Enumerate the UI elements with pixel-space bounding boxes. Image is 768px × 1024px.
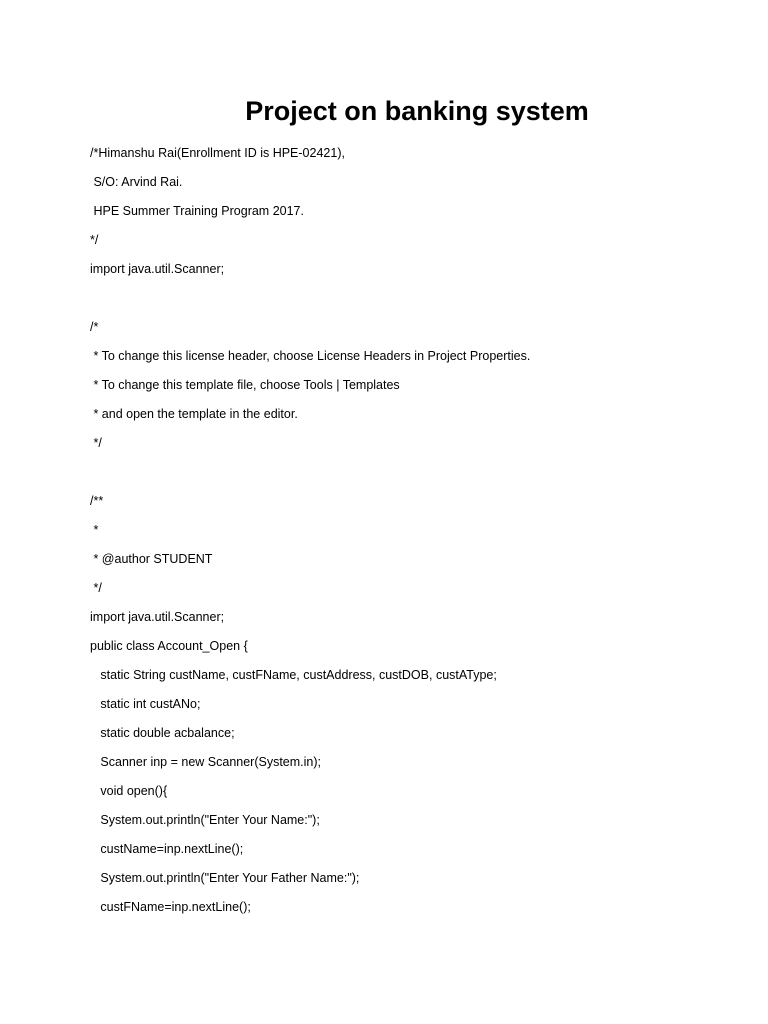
code-line: void open(){ [90,784,168,798]
code-line: static int custANo; [90,697,201,711]
code-line: S/O: Arvind Rai. [90,175,183,189]
code-line: custName=inp.nextLine(); [90,842,244,856]
code-line: custFName=inp.nextLine(); [90,900,251,914]
code-line: static double acbalance; [90,726,235,740]
code-line: import java.util.Scanner; [90,610,225,624]
code-line: * To change this license header, choose License Headers in Project Properties. [90,349,531,363]
code-line: static String custName, custFName, custAddress, custDOB, custAType; [90,668,497,682]
code-line: * To change this template file, choose Tools | Templates [90,378,400,392]
code-line: HPE Summer Training Program 2017. [90,204,304,218]
document-title: Project on banking system [245,96,589,126]
code-line: * [90,523,99,537]
code-line: import java.util.Scanner; [90,262,225,276]
code-line: * @author STUDENT [90,552,213,566]
code-line: /*Himanshu Rai(Enrollment ID is HPE-02421), [90,146,345,160]
code-line: */ [90,233,99,247]
code-line: System.out.println("Enter Your Name:"); [90,813,320,827]
code-line: * and open the template in the editor. [90,407,298,421]
code-line: System.out.println("Enter Your Father Name:"); [90,871,360,885]
code-line: /* [90,320,99,334]
code-line: Scanner inp = new Scanner(System.in); [90,755,322,769]
code-line: */ [90,581,102,595]
code-line: */ [90,436,102,450]
code-line: /** [90,494,104,508]
code-line: public class Account_Open { [90,639,248,653]
